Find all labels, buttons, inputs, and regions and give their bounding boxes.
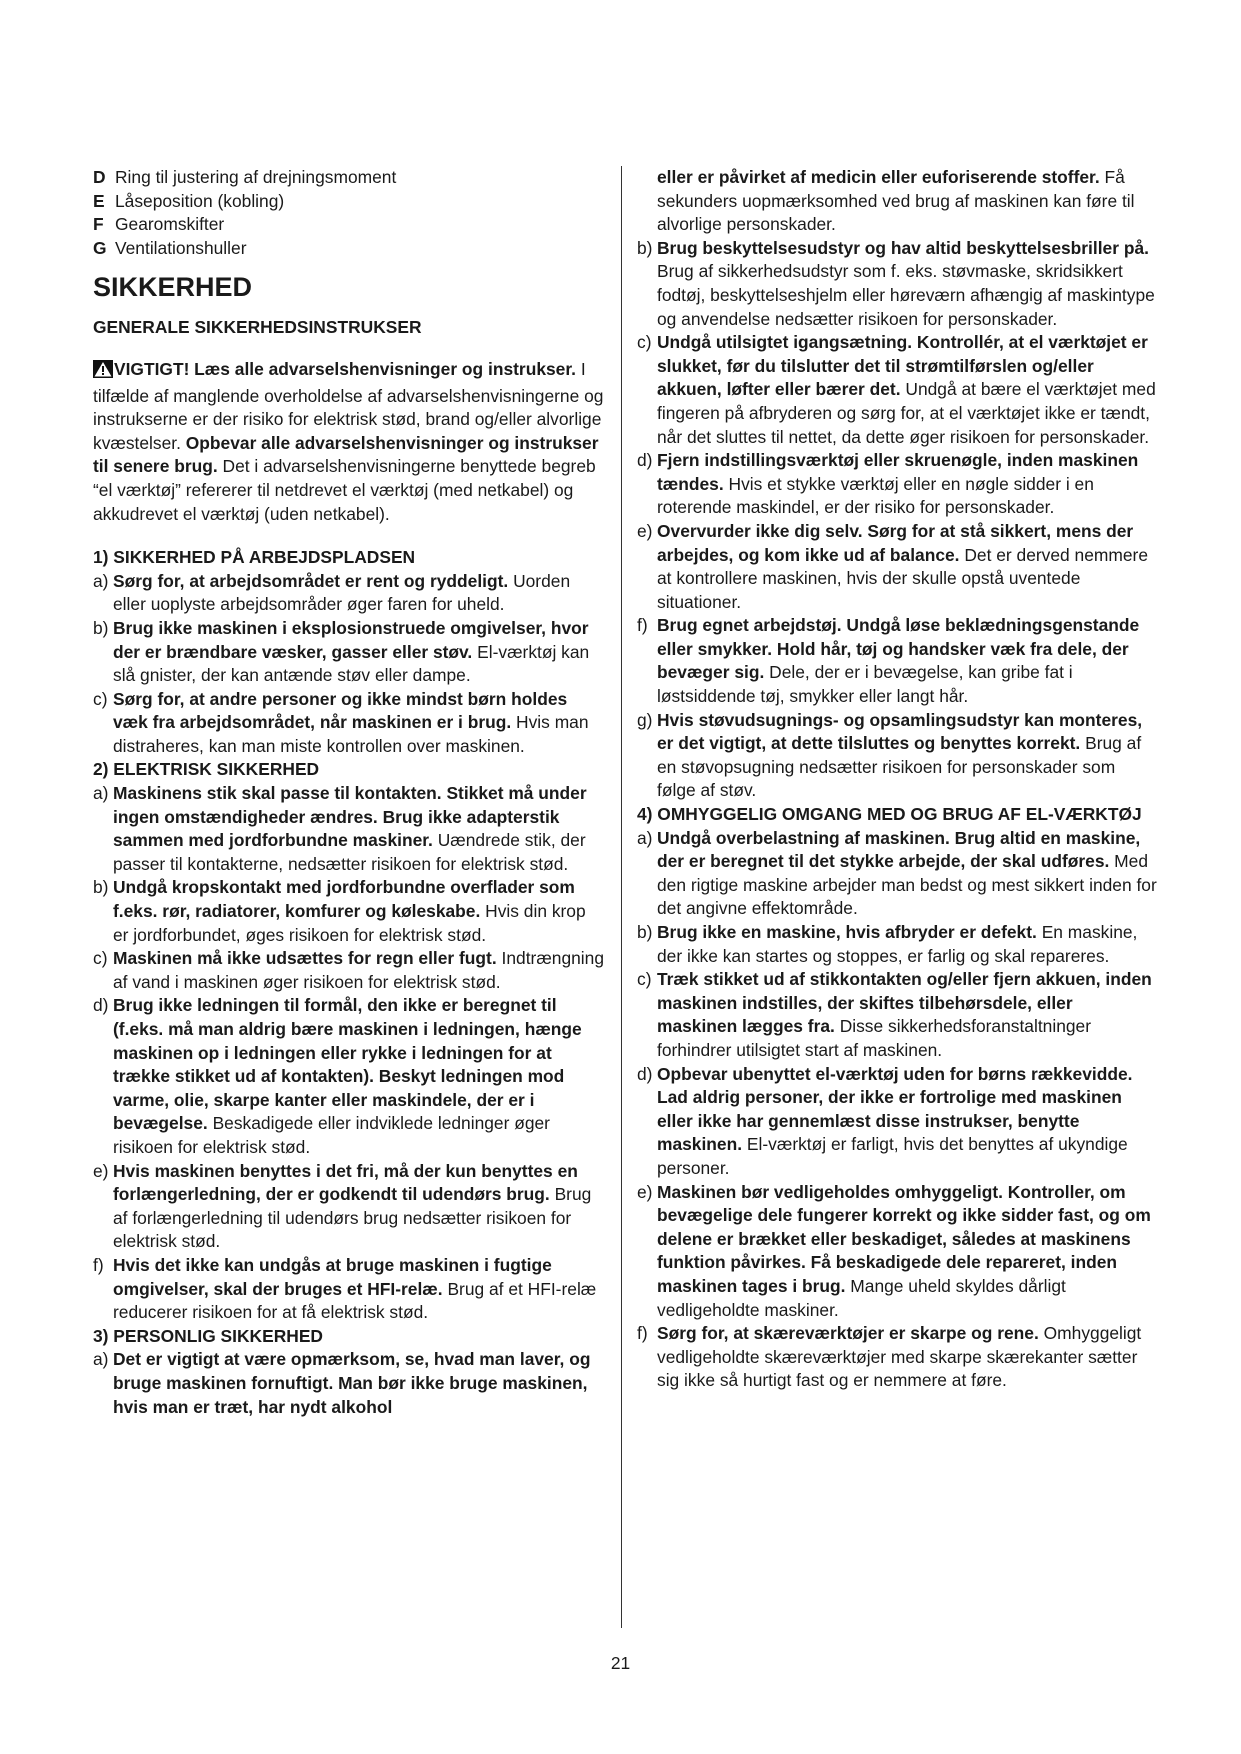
item-text: Omhyggeligt vedligeholdte skæreværktøjer med skarpe skærekanter sætter sig ikke så hurtigt fast og er nemmere at føre.	[657, 1323, 1142, 1391]
item-text: Hvis et stykke værktøj eller en nøgle sidder i en roterende maskindel, er der risiko for personskader.	[657, 473, 1094, 518]
safety-item	[637, 1181, 1157, 1323]
continued-paragraph	[637, 166, 1157, 237]
item-content	[113, 782, 605, 876]
safety-item	[637, 921, 1157, 968]
item-label: f)	[93, 1254, 104, 1275]
item-label: c)	[637, 332, 652, 353]
legend-row	[93, 166, 605, 190]
legend-text: Ring til justering af drejningsmoment	[115, 167, 397, 187]
item-content	[657, 827, 1157, 921]
item-content	[657, 614, 1157, 708]
item-bold-text: Træk stikket ud af stikkontakten og/eller fjern akkuen, inden maskinen indstilles, der skiftes tilbehørsdele, eller maskinen lægges fra.	[657, 969, 1152, 1037]
item-text: Hvis man distraheres, kan man miste kontrollen over maskinen.	[113, 712, 589, 756]
right-column	[637, 166, 1157, 1393]
safety-item	[637, 449, 1157, 520]
legend-key: E	[93, 190, 105, 211]
legend-text: Ventilationshuller	[115, 237, 247, 258]
item-content	[113, 688, 605, 759]
intro-bold-1: VIGTIGT! Læs alle advarselshenvisninger og instrukser.	[114, 358, 576, 379]
item-content	[113, 1254, 605, 1325]
item-bold-text: Brug egnet arbejdstøj. Undgå løse beklædningsgenstande eller smykker. Hold hår, tøj og handsker væk fra dele, der bevæger sig.	[657, 615, 1140, 683]
safety-item	[93, 876, 605, 947]
item-label: b)	[637, 922, 653, 942]
item-text: Brug af en støvopsugning nedsætter risikoen for personskader som følge af støv.	[657, 733, 1142, 801]
item-text: Beskadigede eller indviklede ledninger øger risikoen for elektrisk stød.	[113, 1113, 550, 1157]
safety-item	[637, 520, 1157, 614]
item-text: Disse sikkerhedsforanstaltninger forhindrer utilsigtet start af maskinen.	[657, 1016, 1092, 1060]
item-bold-text: Brug ikke en maskine, hvis afbryder er defekt.	[657, 922, 1037, 942]
safety-item	[93, 1254, 605, 1325]
item-bold-text: Brug ikke maskinen i eksplosionstruede omgivelser, hvor der er brændbare væsker, gasser eller støv.	[113, 617, 589, 662]
item-text: El-værktøj kan slå gnister, der kan antænde støv eller dampe.	[113, 641, 590, 686]
section-subtitle: GENERALE SIKKERHEDSINSTRUKSER	[93, 317, 422, 338]
item-text: En maskine, der ikke kan startes og stoppes, er farlig og skal repareres.	[657, 922, 1138, 966]
item-bold-text: Brug ikke ledningen til formål, den ikke er beregnet til (f.eks. må man aldrig bære maskinen i ledningen, hænge maskinen op i ledningen eller rykke i ledningen for at trække stikket ud af kontakten). Beskyt ledningen mod varme, olie, skarpe kanter eller maskindele, der er i bevægelse.	[113, 995, 582, 1134]
item-content	[657, 237, 1157, 331]
item-label: b)	[93, 617, 109, 638]
item-text: Undgå at bære el værktøjet med fingeren på afbryderen og sørg for, at el værktøjet ikke er tændt, når det sluttes til nettet, da dette øger risikoen for personskader.	[657, 379, 1156, 447]
section-heading: 1) SIKKERHED PÅ ARBEJDSPLADSEN	[93, 547, 416, 568]
item-content	[657, 1322, 1157, 1393]
item-text: Uændrede stik, der passer til kontakterne, nedsætter risikoen for elektrisk stød.	[113, 830, 586, 874]
legend-row	[93, 213, 605, 237]
legend-row	[93, 190, 605, 214]
safety-item	[93, 617, 605, 688]
item-content	[657, 968, 1157, 1062]
item-bold-text: Sørg for, at skæreværktøjer er skarpe og rene.	[657, 1323, 1039, 1344]
item-content	[113, 947, 605, 994]
item-bold-text: Hvis støvudsugnings- og opsamlingsudstyr kan monteres, er det vigtigt, at dette tilsluttes og benyttes korrekt.	[657, 709, 1143, 754]
item-bold-text: eller er påvirket af medicin eller euforiserende stoffer.	[657, 167, 1100, 187]
item-bold-text: Undgå utilsigtet igangsætning. Kontrollér, at el værktøjet er slukket, før du tilslutter det til strømtilførslen og/eller akkuen, løfter eller bærer det.	[657, 332, 1148, 400]
item-bold-text: Fjern indstillingsværktøj eller skruenøgle, inden maskinen tændes.	[657, 450, 1139, 494]
safety-item	[637, 709, 1157, 803]
item-text: Uorden eller uoplyste arbejdsområder øger faren for uheld.	[113, 570, 571, 615]
item-content	[657, 520, 1157, 614]
safety-item	[93, 1348, 605, 1419]
safety-item	[637, 968, 1157, 1062]
item-bold-text: Sørg for, at arbejdsområdet er rent og ryddeligt.	[113, 570, 509, 591]
item-label: b)	[637, 237, 653, 258]
safety-item	[93, 947, 605, 994]
item-content	[113, 570, 605, 617]
page-number: 21	[610, 1653, 631, 1673]
item-label: f)	[637, 615, 648, 636]
item-content	[657, 331, 1157, 449]
item-bold-text: Maskinen må ikke udsættes for regn eller fugt.	[113, 948, 497, 969]
item-text: Hvis din krop er jordforbundet, øges risikoen for elektrisk stød.	[113, 901, 586, 945]
column-divider	[621, 166, 622, 1628]
item-content	[113, 617, 605, 688]
item-text: Få sekunders uopmærksomhed ved brug af maskinen kan føre til alvorlige personskader.	[657, 167, 1135, 235]
item-label: c)	[93, 948, 108, 969]
safety-item	[637, 827, 1157, 921]
left-blocks	[93, 546, 605, 1419]
item-label: f)	[637, 1323, 648, 1344]
safety-item	[637, 1063, 1157, 1181]
legend-key: G	[93, 237, 107, 258]
item-content	[657, 921, 1157, 968]
legend-text: Låseposition (kobling)	[115, 190, 285, 211]
item-label: c)	[93, 688, 108, 709]
item-label: e)	[637, 520, 653, 541]
item-label: d)	[93, 995, 109, 1016]
item-bold-text: Hvis det ikke kan undgås at bruge maskinen i fugtige omgivelser, skal der bruges et HFI-relæ.	[113, 1254, 552, 1299]
item-bold-text: Maskinen bør vedligeholdes omhyggeligt. Kontroller, om bevægelige dele fungerer korrekt og ikke sidder fast, og om delene er brækket eller beskadiget, således at maskinens funktion påvirkes. Få beskadigede dele repareret, inden maskinen tages i brug.	[657, 1181, 1151, 1296]
item-content	[113, 1348, 605, 1419]
item-label: b)	[93, 877, 109, 898]
item-label: a)	[637, 827, 653, 848]
item-text: Brug af et HFI-relæ reducerer risikoen for at få elektrisk stød.	[113, 1278, 597, 1323]
item-text: Brug af forlængerledning til udendørs brug nedsætter risikoen for elektrisk stød.	[113, 1184, 592, 1252]
item-label: a)	[93, 1349, 109, 1370]
right-blocks	[637, 166, 1157, 1393]
item-label: c)	[637, 969, 652, 990]
legend-text: Gearomskifter	[115, 214, 225, 235]
safety-item	[637, 1322, 1157, 1393]
item-label: e)	[93, 1160, 109, 1181]
legend-key: F	[93, 214, 104, 235]
item-content	[657, 1063, 1157, 1181]
page-title: SIKKERHED	[93, 272, 253, 303]
item-label: e)	[637, 1181, 653, 1202]
safety-item	[93, 570, 605, 617]
item-bold-text: Opbevar ubenyttet el-værktøj uden for børns rækkevidde. Lad aldrig personer, der ikke er fortrolige med maskinen eller ikke har gennemlæst disse instrukser, benytte maskinen.	[657, 1063, 1133, 1155]
safety-item	[93, 688, 605, 759]
intro-bold-2: Opbevar alle advarselshenvisninger og instrukser til senere brug.	[93, 432, 599, 477]
item-content	[113, 1160, 605, 1254]
intro-text-1: I tilfælde af manglende overholdelse af advarselshenvisningerne og instrukserne er der risiko for elektrisk stød, brand og/eller alvorlige kvæstelser.	[93, 358, 604, 453]
item-text: Brug af sikkerhedsudstyr som f. eks. støvmaske, skridsikkert fodtøj, beskyttelseshjelm eller høreværn afhængig af maskintype og anvendelse nedsætter risikoen for personskader.	[657, 261, 1155, 329]
left-column	[93, 166, 605, 1419]
item-text: Det er derved nemmere at kontrollere maskinen, hvis der skulle opstå uventede situationer.	[657, 544, 1149, 612]
section-heading: 3) PERSONLIG SIKKERHED	[93, 1325, 323, 1346]
item-text: Med den rigtige maskine arbejder man bedst og mest sikkert inden for det angivne effektområde.	[657, 851, 1157, 919]
item-text: El-værktøj er farligt, hvis det benyttes af ukyndige personer.	[657, 1134, 1128, 1178]
parts-legend	[93, 166, 605, 260]
item-content	[113, 876, 605, 947]
safety-item	[637, 614, 1157, 708]
item-label: d)	[637, 450, 653, 471]
safety-item	[93, 782, 605, 876]
item-bold-text: Brug beskyttelsesudstyr og hav altid beskyttelsesbriller på.	[657, 237, 1149, 258]
item-bold-text: Hvis maskinen benyttes i det fri, må der kun benyttes en forlængerledning, der er godkendt til udendørs brug.	[113, 1160, 578, 1205]
item-bold-text: Maskinens stik skal passe til kontakten. Stikket må under ingen omstændigheder ændres. Brug ikke adapterstik sammen med jordforbundne maskiner.	[113, 783, 587, 851]
intro-paragraph	[93, 358, 605, 526]
legend-row	[93, 237, 605, 261]
legend-key: D	[93, 167, 106, 187]
item-content	[113, 994, 605, 1159]
intro-text-2: Det i advarselshenvisningerne benyttede begreb “el værktøj” refererer til netdrevet el værktøj (med netkabel) og akkudrevet el værktøj (uden netkabel).	[93, 456, 596, 524]
item-bold-text: Overvurder ikke dig selv. Sørg for at stå sikkert, mens der arbejdes, og kom ikke ud af balance.	[657, 520, 1134, 565]
section-heading: 4) OMHYGGELIG OMGANG MED OG BRUG AF EL-VÆRKTØJ	[637, 804, 1142, 825]
item-label: a)	[93, 570, 109, 591]
item-text: Mange uheld skyldes dårligt vedligeholdte maskiner.	[657, 1275, 1066, 1320]
warning-triangle-icon	[93, 360, 113, 385]
safety-item	[637, 237, 1157, 331]
item-content	[657, 1181, 1157, 1323]
item-bold-text: Sørg for, at andre personer og ikke mindst børn holdes væk fra arbejdsområdet, når maskinen er i brug.	[113, 688, 568, 733]
item-text: Dele, der er i bevægelse, kan gribe fat i løstsiddende tøj, smykker eller langt hår.	[657, 662, 1073, 707]
item-bold-text: Undgå overbelastning af maskinen. Brug altid en maskine, der er beregnet til det stykke arbejde, der skal udføres.	[657, 827, 1141, 872]
item-text: Indtrængning af vand i maskinen øger risikoen for elektrisk stød.	[113, 948, 604, 992]
safety-item	[637, 331, 1157, 449]
item-content	[657, 709, 1157, 803]
safety-item	[93, 994, 605, 1159]
item-bold-text: Det er vigtigt at være opmærksom, se, hvad man laver, og bruge maskinen fornuftigt. Man bør ikke bruge maskinen, hvis man er træt, har nydt alkohol	[113, 1349, 591, 1417]
safety-item	[93, 1160, 605, 1254]
section-heading: 2) ELEKTRISK SIKKERHED	[93, 759, 320, 780]
item-bold-text: Undgå kropskontakt med jordforbundne overflader som f.eks. rør, radiatorer, komfurer og køleskabe.	[113, 877, 575, 922]
item-label: a)	[93, 783, 109, 804]
item-content	[657, 449, 1157, 520]
item-label: g)	[637, 709, 653, 730]
item-label: d)	[637, 1063, 653, 1084]
